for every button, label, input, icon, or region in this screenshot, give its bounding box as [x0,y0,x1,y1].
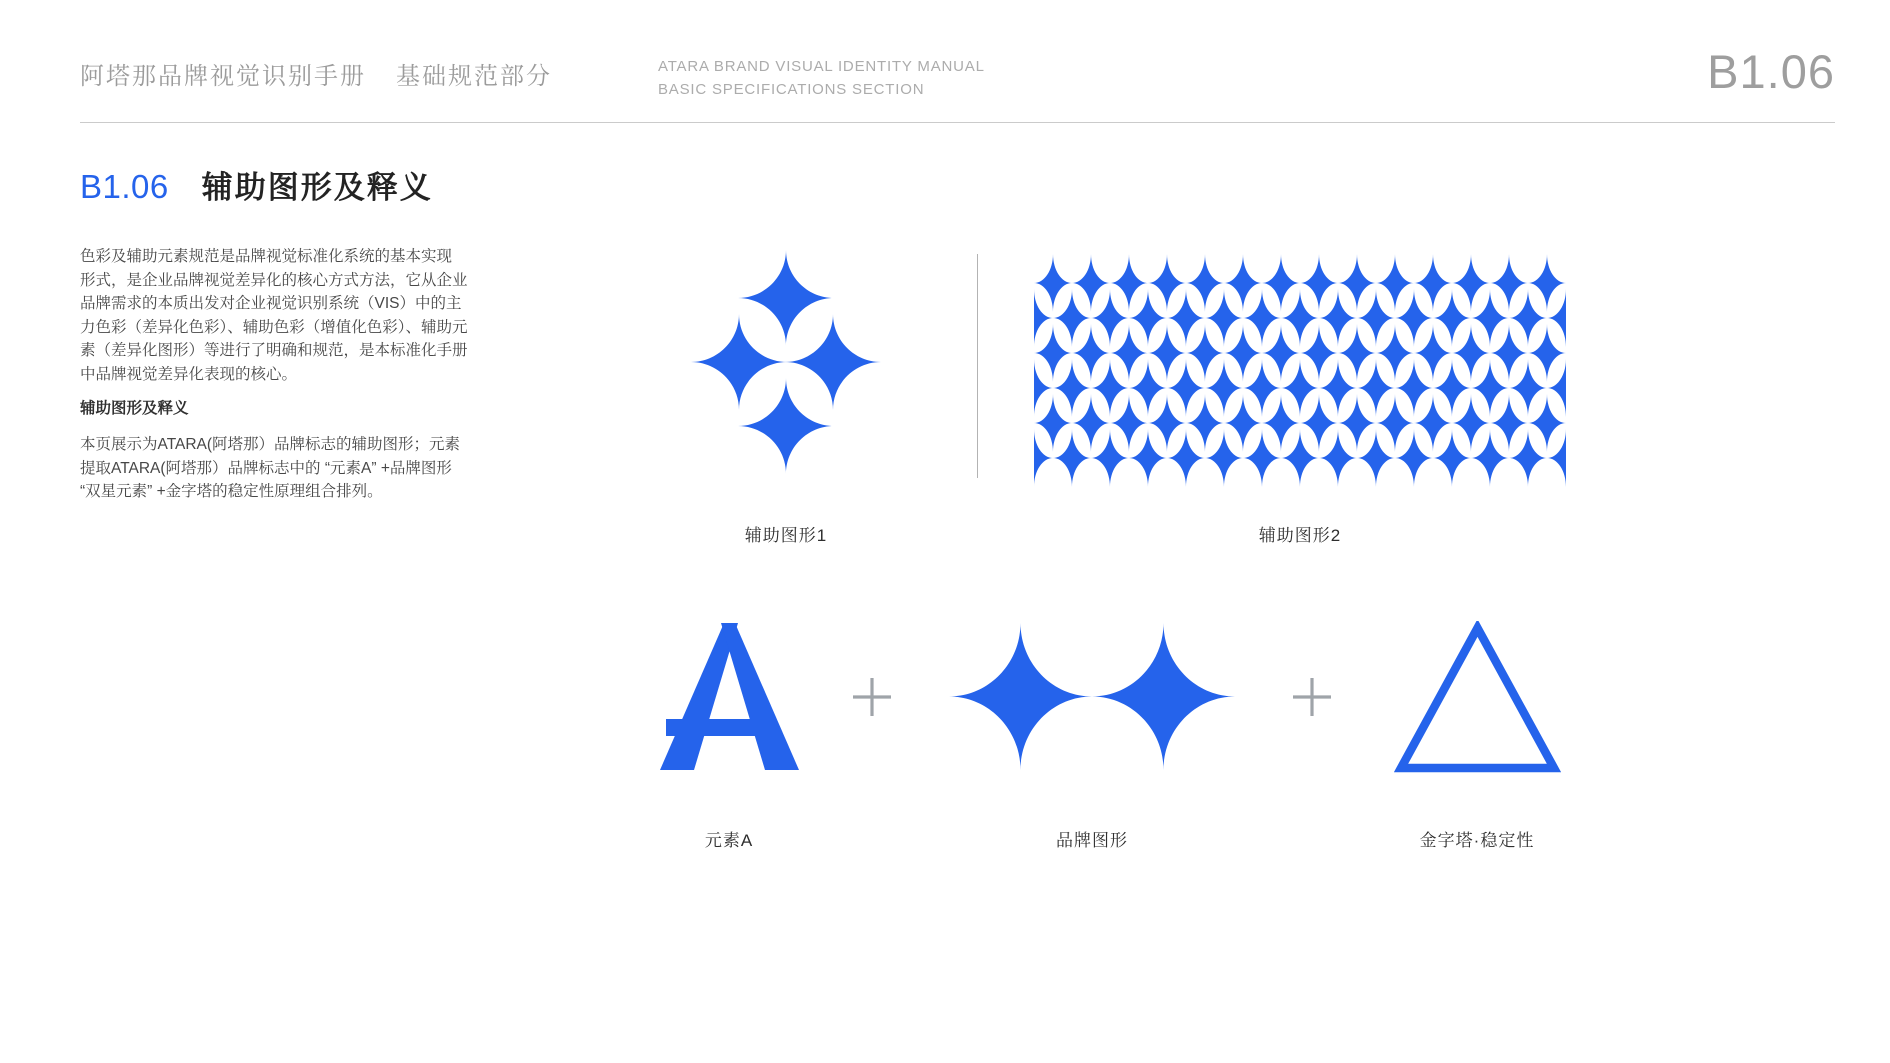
plus-icon [1293,678,1331,716]
aux-graphic-1-caption: 辅助图形1 [744,526,828,545]
aux-graphic-2-star-pattern [1034,254,1566,487]
intro-line: 色彩及辅助元素规范是品牌视觉标准化系统的基本实现 [80,248,453,265]
header-title-cn [80,56,552,91]
brand-graphic-caption: 品牌图形 [1056,831,1128,850]
page-code: B1.06 [1707,45,1835,98]
intro-line: 中品牌视觉差异化表现的核心。 [80,365,298,383]
element-a-caption: 元素A [704,831,754,850]
aux-graphic-1-star-cluster [688,248,884,476]
header-title-en-line1: ATARA BRAND VISUAL IDENTITY MANUAL [658,58,985,75]
description-paragraph [80,433,460,504]
intro-line: 素（差异化图形）等进行了明确和规范，是本标准化手册 [80,342,468,360]
intro-line: 力色彩（差异化色彩）、辅助色彩（增值化色彩）、辅助元 [80,318,468,336]
brand-graphic-double-star [949,623,1235,770]
aux-graphic-2-caption: 辅助图形2 [1258,526,1342,545]
intro-line: 品牌需求的本质出发对企业视觉识别系统（VIS）中的主 [80,295,462,313]
header-title-cn-section: 基础规范部分 [396,63,552,90]
header-title-cn-manual: 阿塔那品牌视觉识别手册 [80,63,366,90]
body-copy [80,245,468,504]
section-heading: 辅助图形及释义 [201,170,433,205]
plus-icon [853,678,891,716]
section-title [80,162,433,207]
element-a-glyph [658,623,801,770]
description-line: “双星元素” +金字塔的稳定性原理组合排列。 [80,483,383,501]
intro-line: 形式，是企业品牌视觉差异化的核心方式方法，它从企业 [80,271,468,289]
intro-paragraph [80,245,468,387]
pyramid-triangle [1394,621,1561,773]
figure-divider-line [977,254,978,478]
header-title-en-line2: BASIC SPECIFICATIONS SECTION [658,81,925,98]
header-divider-line [80,122,1835,123]
section-code: B1.06 [80,168,169,205]
description-line: 本页展示为ATARA(阿塔那）品牌标志的辅助图形；元素 [80,436,461,454]
description-line: 提取ATARA(阿塔那）品牌标志中的 “元素A” +品牌图形 [80,459,452,477]
header-title-en [658,55,985,101]
body-subheading: 辅助图形及释义 [80,399,189,417]
pyramid-caption: 金字塔·稳定性 [1419,831,1535,850]
